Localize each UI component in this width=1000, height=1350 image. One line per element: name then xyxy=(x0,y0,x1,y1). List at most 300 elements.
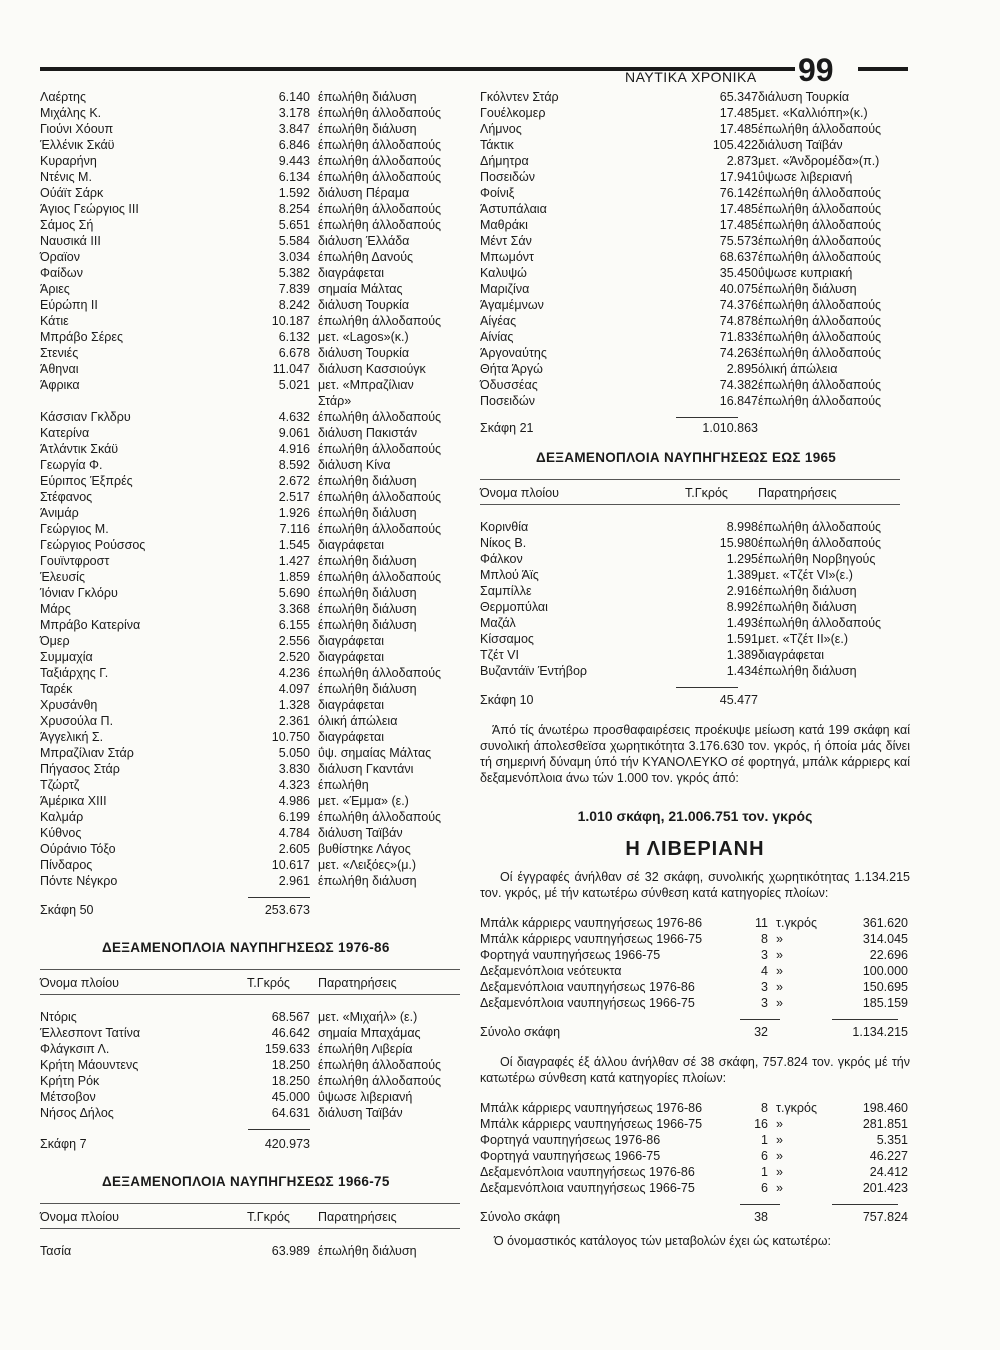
ship-tonnage: 63.989 xyxy=(271,1244,310,1258)
category-tonnage: 201.423 xyxy=(862,1181,908,1195)
ship-name: Βυζαντάϊν Έντήβορ xyxy=(480,664,588,678)
ship-remarks: διάλυση Πέραμα xyxy=(318,186,410,200)
ship-row xyxy=(40,297,460,313)
ship-row xyxy=(40,1105,460,1121)
ship-row xyxy=(40,825,460,841)
ship-name: Θήτα Άργώ xyxy=(480,362,543,376)
ship-remarks: έπωλήθη άλλοδαπούς xyxy=(758,202,882,216)
ship-remarks: διαγράφεται xyxy=(318,634,384,648)
ship-name: Ίόνιαν Γκλόρυ xyxy=(40,586,118,600)
ship-name: Πήγασος Στάρ xyxy=(40,762,120,776)
ship-tonnage: 1.427 xyxy=(278,554,310,568)
ship-name: Μέτσοβον xyxy=(40,1090,96,1104)
category-unit: » xyxy=(776,1117,783,1131)
ship-tonnage: 5.382 xyxy=(278,266,310,280)
tankers-1976-title: ΔΕΞΑΜΕΝΟΠΛΟΙΑ ΝΑΥΠΗΓΗΣΕΩΣ 1976-86 xyxy=(102,940,390,955)
ship-remarks: διάλυση Τουρκία xyxy=(318,298,410,312)
ship-remarks: διαγράφεται xyxy=(318,266,384,280)
ship-remarks: διαγράφεται xyxy=(318,698,384,712)
ship-remarks: διάλυση Ταϊβάν xyxy=(758,138,843,152)
fleet-total: 1.010 σκάφη, 21.006.751 τον. γκρός xyxy=(577,808,813,824)
liberian-deletions-intro: Οί διαγραφές έξ άλλου άνήλθαν σέ 38 σκάφη, 757.824 τον. γκρός μέ τήν κατωτέρω σύνθεση κατά κατηγορίες πλοίων: xyxy=(480,1055,910,1085)
ship-row xyxy=(480,89,910,105)
category-tonnage: 314.045 xyxy=(862,932,908,946)
ship-row xyxy=(40,1041,460,1057)
ship-remarks: έπωλήθη διάλυση xyxy=(318,90,417,104)
ship-row xyxy=(480,551,910,567)
ship-remarks: μετ. «Άνδρομέδα»(π.) xyxy=(758,154,880,168)
ship-remarks: έπωλήθη άλλοδαπούς xyxy=(318,106,442,120)
ship-name: Γεώργιος Ρούσσος xyxy=(40,538,146,552)
category-unit: τ.γκρός xyxy=(776,916,817,930)
ship-name: Ταρέκ xyxy=(40,682,73,696)
col-head-name: Όνομα πλοίου xyxy=(40,1210,119,1224)
ship-row xyxy=(480,137,910,153)
category-tonnage: 24.412 xyxy=(869,1165,908,1179)
ship-tonnage: 2.556 xyxy=(278,634,310,648)
col-head-remarks: Παρατηρήσεις xyxy=(318,976,397,990)
ship-row xyxy=(40,665,460,681)
ship-tonnage: 2.961 xyxy=(278,874,310,888)
category-row xyxy=(480,947,910,963)
category-row xyxy=(480,963,910,979)
ship-row xyxy=(480,393,910,409)
ship-row xyxy=(480,265,910,281)
ship-remarks: έπωλήθη διάλυση xyxy=(318,474,417,488)
tankers-1965-title: ΔΕΞΑΜΕΝΟΠΛΟΙΑ ΝΑΥΠΗΓΗΣΕΩΣ ΕΩΣ 1965 xyxy=(536,450,837,465)
ship-tonnage: 64.631 xyxy=(271,1106,310,1120)
liberian-title: Η ΛΙΒΕΡΙΑΝΗ xyxy=(625,838,765,860)
ship-remarks: έπωλήθη διάλυση xyxy=(758,584,857,598)
ship-row xyxy=(40,361,460,377)
ship-name: Φαίδων xyxy=(40,266,83,280)
ship-row xyxy=(40,777,460,793)
ship-remarks: διάλυση Ταϊβάν xyxy=(318,1106,403,1120)
tankers-1966-title: ΔΕΞΑΜΕΝΟΠΛΟΙΑ ΝΑΥΠΗΓΗΣΕΩΣ 1966-75 xyxy=(102,1174,390,1189)
ship-name: Μαριζίνα xyxy=(480,282,530,296)
ship-tonnage: 17.485 xyxy=(719,106,758,120)
ship-name: Συμμαχία xyxy=(40,650,93,664)
ship-name: Έλευσίς xyxy=(40,570,85,584)
category-label: Δεξαμενόπλοια ναυπηγήσεως 1966-75 xyxy=(480,996,695,1010)
category-label: Δεξαμενόπλοια ναυπηγήσεως 1966-75 xyxy=(480,1181,695,1195)
ship-tonnage: 2.873 xyxy=(726,154,758,168)
ship-tonnage: 1.926 xyxy=(278,506,310,520)
ship-row xyxy=(480,631,910,647)
category-count: 4 xyxy=(761,964,768,978)
ship-row xyxy=(40,745,460,761)
ship-remarks: διάλυση Έλλάδα xyxy=(318,234,410,248)
ship-tonnage: 3.178 xyxy=(278,106,310,120)
ship-name: Κύθνος xyxy=(40,826,82,840)
ship-name: Άστυπάλαια xyxy=(480,202,547,216)
category-row xyxy=(480,1164,910,1180)
category-label: Δεξαμενόπλοια ναυπηγήσεως 1976-86 xyxy=(480,1165,695,1179)
ship-remarks: διάλυση Τουρκία xyxy=(758,90,850,104)
ship-name: Σάμος Σή xyxy=(40,218,94,232)
tankers-1976-total-label: Σκάφη 7 xyxy=(40,1137,87,1151)
category-count: 8 xyxy=(761,1101,768,1115)
ship-name: Θερμοπύλαι xyxy=(480,600,548,614)
ship-tonnage: 8.254 xyxy=(278,202,310,216)
ship-row xyxy=(40,841,460,857)
ship-remarks: έπωλήθη άλλοδαπούς xyxy=(318,810,442,824)
ship-name: Γκόλντεν Στάρ xyxy=(480,90,559,104)
ship-remarks: διάλυση Τουρκία xyxy=(318,346,410,360)
category-row xyxy=(480,1148,910,1164)
category-unit: » xyxy=(776,980,783,994)
tankers-1965-column-header xyxy=(480,479,900,505)
ship-remarks: έπωλήθη άλλοδαπούς xyxy=(318,490,442,504)
ship-remarks: έπωλήθη άλλοδαπούς xyxy=(758,394,882,408)
ship-name: Κατερίνα xyxy=(40,426,90,440)
ship-name: Νήσος Δήλος xyxy=(40,1106,114,1120)
ship-name: Χρυσούλα Π. xyxy=(40,714,114,728)
tankers-1965-list xyxy=(480,519,910,679)
ship-tonnage: 6.134 xyxy=(278,170,310,184)
ship-row xyxy=(40,137,460,153)
ship-row xyxy=(40,1073,460,1089)
ship-remarks: διάλυση Κασσιούγκ xyxy=(318,362,426,376)
ship-name: Κρήτη Ρόκ xyxy=(40,1074,100,1088)
ship-remarks: έπωλήθη άλλοδαπούς xyxy=(758,536,882,550)
ship-tonnage: 40.075 xyxy=(719,282,758,296)
ship-name: Άθηναι xyxy=(40,362,79,376)
ship-remarks: διαγράφεται xyxy=(318,538,384,552)
ship-tonnage: 74.263 xyxy=(719,346,758,360)
tankers-1976-column-header xyxy=(40,969,460,995)
ship-row xyxy=(40,425,460,441)
ship-tonnage: 105.422 xyxy=(712,138,758,152)
ship-remarks: έπωλήθη διάλυση xyxy=(758,282,857,296)
ship-name: Κίσσαμος xyxy=(480,632,534,646)
category-tonnage: 198.460 xyxy=(862,1101,908,1115)
ship-remarks: έπωλήθη άλλοδαπούς xyxy=(758,330,882,344)
right-total-row xyxy=(480,420,910,436)
ship-tonnage: 16.847 xyxy=(719,394,758,408)
ship-row xyxy=(40,617,460,633)
category-label: Μπάλκ κάρριερς ναυπηγήσεως 1966-75 xyxy=(480,932,703,946)
ship-row xyxy=(40,1243,460,1259)
ship-tonnage: 6.140 xyxy=(278,90,310,104)
ship-remarks: έπωλήθη διάλυση xyxy=(318,506,417,520)
ship-remarks: έπωλήθη διάλυση xyxy=(318,554,417,568)
ship-name: Σαμπίλλε xyxy=(480,584,532,598)
ship-name: Τζώρτζ xyxy=(40,778,80,792)
ship-tonnage: 75.573 xyxy=(719,234,758,248)
ship-name: Αίγέας xyxy=(480,314,517,328)
ship-remarks: έπωλήθη άλλοδαπούς xyxy=(758,122,882,136)
category-row xyxy=(480,1100,910,1116)
ship-row xyxy=(40,217,460,233)
tankers-1966-list xyxy=(40,1243,460,1259)
ship-row xyxy=(40,457,460,473)
ship-name: Στέφανος xyxy=(40,490,93,504)
ship-row xyxy=(40,585,460,601)
ship-row xyxy=(40,89,460,105)
ship-name: Χρυσάνθη xyxy=(40,698,98,712)
col-head-name: Όνομα πλοίου xyxy=(480,486,559,500)
ship-row xyxy=(40,153,460,169)
category-count: 1 xyxy=(761,1165,768,1179)
ship-remarks: έπωλήθη άλλοδαπούς xyxy=(758,298,882,312)
ship-tonnage: 76.142 xyxy=(719,186,758,200)
category-count: 11 xyxy=(755,916,768,930)
ship-row xyxy=(40,809,460,825)
category-count: 3 xyxy=(761,948,768,962)
tankers-1976-list xyxy=(40,1009,460,1121)
category-row xyxy=(480,995,910,1011)
ship-tonnage: 17.941 xyxy=(719,170,758,184)
ship-tonnage: 2.361 xyxy=(278,714,310,728)
category-tonnage: 100.000 xyxy=(862,964,908,978)
ship-tonnage: 11.047 xyxy=(272,362,310,376)
ship-name: Μπράβο Σέρες xyxy=(40,330,123,344)
ship-tonnage: 71.833 xyxy=(719,330,758,344)
category-unit: » xyxy=(776,1181,783,1195)
liberian-deletions-total-row xyxy=(480,1209,910,1225)
ship-tonnage: 1.295 xyxy=(726,552,758,566)
liberian-intro: Οί έγγραφές άνήλθαν σέ 32 σκάφη, συνολικής χωρητικότητας 1.134.215 τον. γκρός, μέ τήν κατωτέρω σύνθεση κατά κατηγορίες πλοίων: xyxy=(480,870,910,900)
ship-row xyxy=(480,233,910,249)
tankers-1965-total-label: Σκάφη 10 xyxy=(480,693,534,707)
ship-row xyxy=(40,345,460,361)
ship-row xyxy=(40,521,460,537)
ship-remarks: έπωλήθη διάλυση xyxy=(318,618,417,632)
ship-row xyxy=(40,313,460,329)
category-unit: » xyxy=(776,1149,783,1163)
ship-name: Άγαμέμνων xyxy=(480,298,544,312)
ship-tonnage: 5.050 xyxy=(278,746,310,760)
ship-row xyxy=(40,473,460,489)
ship-remarks: μετ. «Τζέτ ΙΙ»(ε.) xyxy=(758,632,849,646)
ship-name: Φλάγκσιπ Λ. xyxy=(40,1042,110,1056)
ship-row xyxy=(480,361,910,377)
entries-total-count: 32 xyxy=(754,1025,768,1039)
ship-tonnage: 9.443 xyxy=(278,154,310,168)
deletions-total-label: Σύνολο σκάφη xyxy=(480,1210,561,1224)
ship-tonnage: 2.672 xyxy=(278,474,310,488)
ship-row xyxy=(40,601,460,617)
ship-remarks: έπωλήθη άλλοδαπούς xyxy=(318,1074,442,1088)
category-unit: » xyxy=(776,948,783,962)
tankers-1976-total-row xyxy=(40,1136,460,1152)
ship-name: Ούράνιο Τόξο xyxy=(40,842,116,856)
col-head-remarks: Παρατηρήσεις xyxy=(758,486,837,500)
ship-name: Κορινθία xyxy=(480,520,529,534)
category-count: 1 xyxy=(761,1133,768,1147)
ship-tonnage: 4.986 xyxy=(278,794,310,808)
ship-row xyxy=(40,553,460,569)
ship-row xyxy=(40,1089,460,1105)
ship-row xyxy=(40,489,460,505)
ship-remarks: ΰψ. σημαίας Μάλτας xyxy=(318,746,432,760)
category-label: Δεξαμενόπλοια νεότευκτα xyxy=(480,964,622,978)
ship-tonnage: 4.323 xyxy=(278,778,310,792)
left-ship-list xyxy=(40,89,460,889)
ship-remarks: μετ. «Μπραζίλιαν xyxy=(318,378,414,392)
ship-tonnage: 1.389 xyxy=(726,568,758,582)
ship-tonnage: 10.750 xyxy=(271,730,310,744)
ship-tonnage: 1.592 xyxy=(278,186,310,200)
ship-remarks: διάλυση Πακιστάν xyxy=(318,426,418,440)
ship-row xyxy=(40,169,460,185)
ship-remarks: διάλυση Ταϊβάν xyxy=(318,826,403,840)
ship-remarks: έπωλήθη άλλοδαπούς xyxy=(318,314,442,328)
ship-row xyxy=(40,729,460,745)
ship-name: Άμέρικα ΧΙΙΙ xyxy=(40,794,107,808)
category-row xyxy=(480,1132,910,1148)
ship-tonnage: 2.916 xyxy=(726,584,758,598)
ship-name: Μέντ Σάν xyxy=(480,234,532,248)
left-total-label: Σκάφη 50 xyxy=(40,903,94,917)
ship-name: Μαζάλ xyxy=(480,616,516,630)
ship-remarks: διαγράφεται xyxy=(318,650,384,664)
ship-row xyxy=(480,567,910,583)
ship-name: Καλμάρ xyxy=(40,810,84,824)
ship-remarks: έπωλήθη άλλοδαπούς xyxy=(318,1058,442,1072)
ship-name: Εύριπος Έξπρές xyxy=(40,474,133,488)
ship-name: Άγγελική Σ. xyxy=(40,730,104,744)
right-ship-list xyxy=(480,89,910,409)
ship-row xyxy=(40,761,460,777)
ship-remarks: ΰψωσε λιβεριανή xyxy=(758,170,853,184)
ship-row xyxy=(40,1009,460,1025)
journal-title: ΝΑΥΤΙΚΑ ΧΡΟΝΙΚΑ xyxy=(625,69,757,85)
ship-remarks: έπωλήθη άλλοδαπούς xyxy=(318,154,442,168)
ship-tonnage: 45.000 xyxy=(271,1090,310,1104)
ship-name: Γουϊντφροστ xyxy=(40,554,110,568)
category-label: Φορτηγά ναυπηγήσεως 1966-75 xyxy=(480,1149,661,1163)
ship-tonnage: 8.998 xyxy=(726,520,758,534)
ship-name: Κυραρήνη xyxy=(40,154,97,168)
category-tonnage: 5.351 xyxy=(876,1133,908,1147)
ship-row xyxy=(480,217,910,233)
col-head-tonnage: Τ.Γκρός xyxy=(247,1210,290,1224)
ship-name: Άτλάντικ Σκάϋ xyxy=(40,442,119,456)
ship-row xyxy=(40,441,460,457)
ship-remarks: έπωλήθη άλλοδαπούς xyxy=(758,186,882,200)
ship-remarks: έπωλήθη άλλοδαπούς xyxy=(318,202,442,216)
ship-tonnage: 5.690 xyxy=(278,586,310,600)
header-rule-right xyxy=(858,67,908,71)
ship-tonnage: 46.642 xyxy=(271,1026,310,1040)
liberian-entries-total-row xyxy=(480,1024,910,1040)
ship-row xyxy=(40,873,460,889)
ship-name: Ποσειδών xyxy=(480,170,536,184)
ship-name: Φοίνιξ xyxy=(480,186,515,200)
ship-remarks: έπωλήθη άλλοδαπούς xyxy=(758,346,882,360)
ship-name: Κάτιε xyxy=(40,314,69,328)
ship-remarks: διάλυση Κίνα xyxy=(318,458,391,472)
ship-row xyxy=(40,329,460,345)
ship-tonnage: 1.328 xyxy=(278,698,310,712)
tankers-1976-total-value: 420.973 xyxy=(264,1137,310,1151)
category-label: Μπάλκ κάρριερς ναυπηγήσεως 1976-86 xyxy=(480,916,703,930)
ship-name: Μπωμόντ xyxy=(480,250,534,264)
ship-row xyxy=(40,409,460,425)
ship-tonnage: 74.382 xyxy=(719,378,758,392)
ship-row xyxy=(40,185,460,201)
ship-tonnage: 1.434 xyxy=(726,664,758,678)
ship-name: Πόντε Νέγκρο xyxy=(40,874,118,888)
ship-tonnage: 17.485 xyxy=(719,202,758,216)
ship-name: Μάρς xyxy=(40,602,71,616)
category-tonnage: 46.227 xyxy=(869,1149,908,1163)
ship-remarks: έπωλήθη άλλοδαπούς xyxy=(758,520,882,534)
ship-row xyxy=(480,345,910,361)
ship-tonnage: 15.980 xyxy=(719,536,758,550)
ship-name: Μαθράκι xyxy=(480,218,528,232)
ship-tonnage: 8.592 xyxy=(278,458,310,472)
ship-tonnage: 4.916 xyxy=(278,442,310,456)
ship-row xyxy=(40,377,460,393)
left-total-row xyxy=(40,902,460,918)
ship-row xyxy=(40,393,460,409)
ship-row xyxy=(40,713,460,729)
ship-row xyxy=(40,537,460,553)
ship-name: Νίκος Β. xyxy=(480,536,527,550)
ship-tonnage: 6.199 xyxy=(278,810,310,824)
tankers-1966-column-header xyxy=(40,1203,460,1229)
col-head-tonnage: Τ.Γκρός xyxy=(247,976,290,990)
ship-row xyxy=(480,663,910,679)
ship-tonnage: 74.878 xyxy=(719,314,758,328)
ship-row xyxy=(480,185,910,201)
ship-name: Γουέλκομερ xyxy=(480,106,546,120)
ship-remarks: διαγράφεται xyxy=(318,730,384,744)
ship-name: Τασία xyxy=(40,1244,72,1258)
ship-row xyxy=(480,329,910,345)
ship-name: Ούάϊτ Σάρκ xyxy=(40,186,104,200)
ship-row xyxy=(480,583,910,599)
ship-remarks: έπωλήθη Δανούς xyxy=(318,250,414,264)
liberian-deletions-list xyxy=(480,1100,910,1196)
ship-row xyxy=(480,535,910,551)
ship-tonnage: 2.517 xyxy=(278,490,310,504)
category-label: Μπάλκ κάρριερς ναυπηγήσεως 1976-86 xyxy=(480,1101,703,1115)
ship-name: Γεώργιος Μ. xyxy=(40,522,109,536)
ship-tonnage: 1.545 xyxy=(278,538,310,552)
ship-name: Άνιμάρ xyxy=(40,506,79,520)
ship-name: Άγιος Γεώργιος ΙΙΙ xyxy=(40,202,139,216)
ship-tonnage: 6.132 xyxy=(278,330,310,344)
ship-name: Ποσειδών xyxy=(480,394,536,408)
entries-total-tonnage: 1.134.215 xyxy=(852,1025,908,1039)
ship-row xyxy=(480,121,910,137)
ship-tonnage: 65.347 xyxy=(719,90,758,104)
ship-row xyxy=(480,377,910,393)
ship-name: Ντόρις xyxy=(40,1010,77,1024)
col-head-remarks: Παρατηρήσεις xyxy=(318,1210,397,1224)
ship-name: Μπλού Άϊς xyxy=(480,568,539,582)
ship-tonnage: 10.187 xyxy=(271,314,310,328)
ship-remarks: έπωλήθη άλλοδαπούς xyxy=(758,250,882,264)
ship-name: Λαέρτης xyxy=(40,90,86,104)
ship-tonnage: 3.830 xyxy=(278,762,310,776)
ship-row xyxy=(480,297,910,313)
ship-name: Μιχάλης Κ. xyxy=(40,106,102,120)
ship-name: Άριες xyxy=(40,282,70,296)
ship-name: Μπράβο Κατερίνα xyxy=(40,618,141,632)
ship-row xyxy=(40,281,460,297)
ship-name: Ντένις Μ. xyxy=(40,170,92,184)
ship-row xyxy=(40,697,460,713)
ship-tonnage: 10.617 xyxy=(271,858,310,872)
category-tonnage: 361.620 xyxy=(862,916,908,930)
ship-name: Στενιές xyxy=(40,346,79,360)
ship-name: Γεωργία Φ. xyxy=(40,458,103,472)
